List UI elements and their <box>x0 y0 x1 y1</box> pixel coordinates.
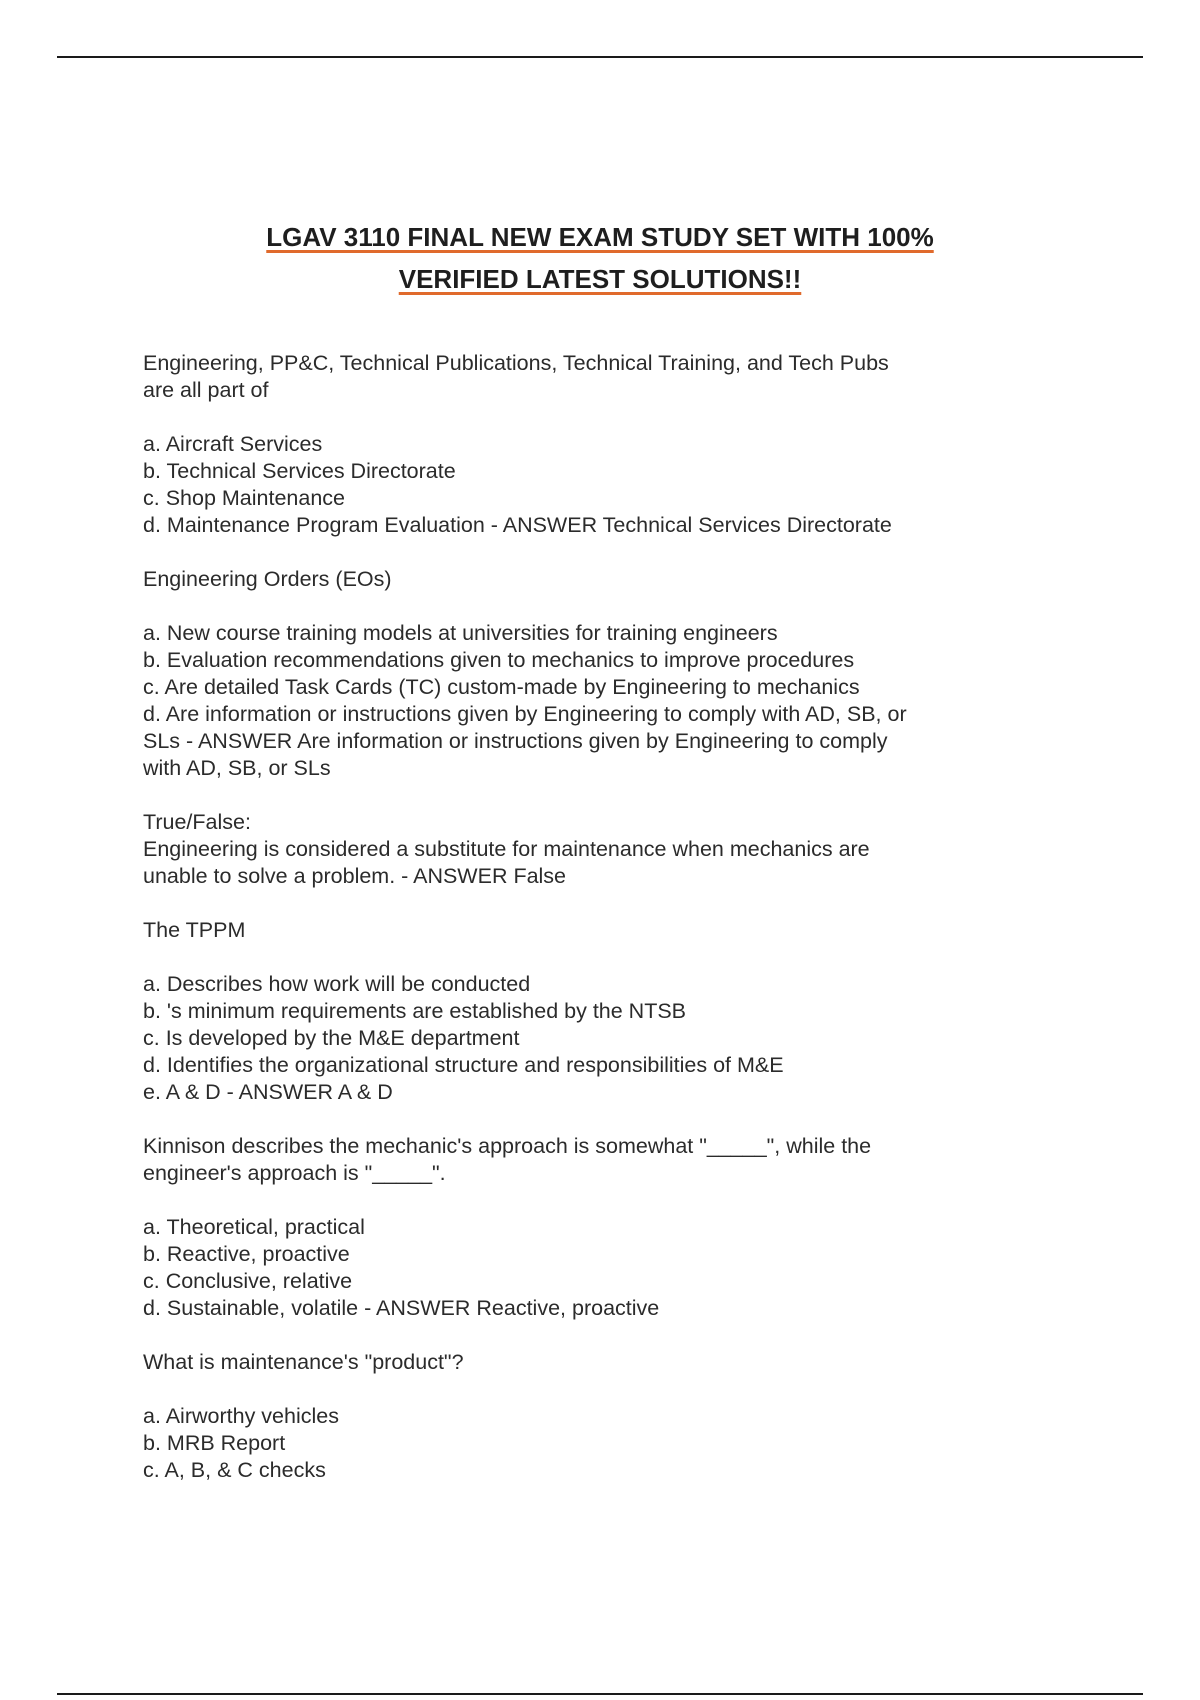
question-2-options <box>143 620 1063 782</box>
question-3-statement-line-2: unable to solve a problem. - ANSWER False <box>143 864 567 888</box>
document-body <box>143 350 1063 1511</box>
true-false-label: True/False: <box>143 810 251 834</box>
question-6-options <box>143 1403 1063 1484</box>
question-4 <box>143 917 1063 944</box>
option-a: a. Theoretical, practical <box>143 1215 365 1239</box>
option-b: b. 's minimum requirements are established by the NTSB <box>143 999 687 1023</box>
title-line-2: VERIFIED LATEST SOLUTIONS!! <box>398 264 802 294</box>
option-d: d. Identifies the organizational structure and responsibilities of M&E <box>143 1053 784 1077</box>
bottom-rule <box>57 1693 1143 1695</box>
option-d-line-3: with AD, SB, or SLs <box>143 756 331 780</box>
option-e-answer: e. A & D - ANSWER A & D <box>143 1080 393 1104</box>
option-d-answer: d. Sustainable, volatile - ANSWER Reactive, proactive <box>143 1296 660 1320</box>
question-5-options <box>143 1214 1063 1322</box>
question-2-text: Engineering Orders (EOs) <box>143 567 392 591</box>
option-b: b. Technical Services Directorate <box>143 459 456 483</box>
option-c: c. Conclusive, relative <box>143 1269 353 1293</box>
option-c: c. Shop Maintenance <box>143 486 345 510</box>
question-3 <box>143 809 1063 890</box>
question-3-statement-line-1: Engineering is considered a substitute for maintenance when mechanics are <box>143 837 870 861</box>
question-6-text: What is maintenance's "product"? <box>143 1350 464 1374</box>
top-rule <box>57 56 1143 58</box>
option-a: a. Describes how work will be conducted <box>143 972 531 996</box>
question-1 <box>143 350 1063 404</box>
question-5-text-line-1: Kinnison describes the mechanic's approach is somewhat "_____", while the <box>143 1134 872 1158</box>
option-d-answer: d. Maintenance Program Evaluation - ANSWER Technical Services Directorate <box>143 513 892 537</box>
option-b: b. Reactive, proactive <box>143 1242 350 1266</box>
question-1-options <box>143 431 1063 539</box>
option-c: c. Is developed by the M&E department <box>143 1026 520 1050</box>
question-6 <box>143 1349 1063 1376</box>
option-c: c. A, B, & C checks <box>143 1458 326 1482</box>
document-title <box>0 216 1200 300</box>
question-5-text-line-2: engineer's approach is "_____". <box>143 1161 446 1185</box>
option-c: c. Are detailed Task Cards (TC) custom-made by Engineering to mechanics <box>143 675 860 699</box>
option-d-line-1: d. Are information or instructions given by Engineering to comply with AD, SB, or <box>143 702 907 726</box>
option-b: b. Evaluation recommendations given to mechanics to improve procedures <box>143 648 855 672</box>
title-line-1: LGAV 3110 FINAL NEW EXAM STUDY SET WITH 100% <box>266 222 934 252</box>
option-b: b. MRB Report <box>143 1431 286 1455</box>
question-5 <box>143 1133 1063 1187</box>
question-2 <box>143 566 1063 593</box>
option-a: a. Airworthy vehicles <box>143 1404 339 1428</box>
question-4-text: The TPPM <box>143 918 246 942</box>
option-d-line-2: SLs - ANSWER Are information or instructions given by Engineering to comply <box>143 729 888 753</box>
question-1-text-line-2: are all part of <box>143 378 269 402</box>
question-1-text-line-1: Engineering, PP&C, Technical Publications, Technical Training, and Tech Pubs <box>143 351 889 375</box>
question-4-options <box>143 971 1063 1106</box>
option-a: a. New course training models at universities for training engineers <box>143 621 778 645</box>
option-a: a. Aircraft Services <box>143 432 323 456</box>
